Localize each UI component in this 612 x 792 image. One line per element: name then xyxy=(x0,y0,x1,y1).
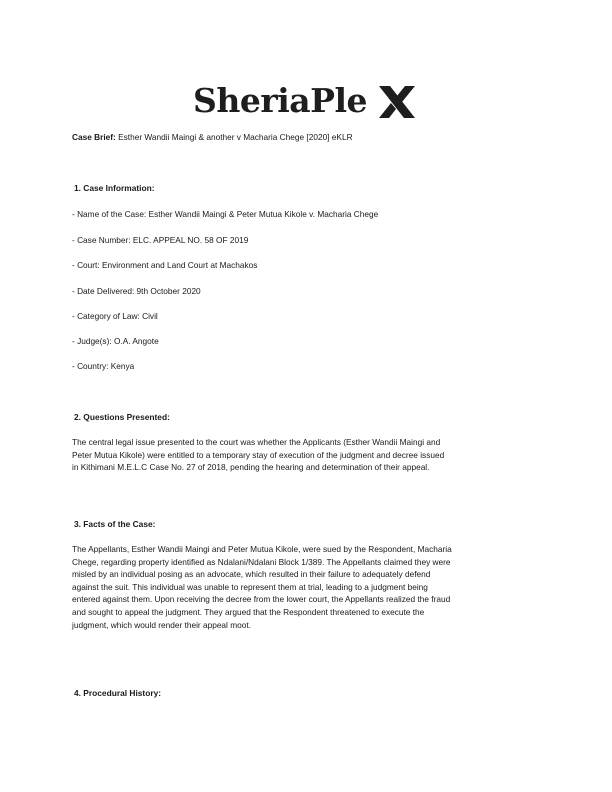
logo-text: SheriaPle xyxy=(193,81,367,120)
case-info-name: - Name of the Case: Esther Wandii Maingi & Peter Mutua Kikole v. Macharia Chege xyxy=(72,209,379,219)
case-info-category: - Category of Law: Civil xyxy=(72,311,158,321)
sheriaplex-logo xyxy=(193,78,423,124)
paragraph-line: The Appellants, Esther Wandii Maingi and Peter Mutua Kikole, were sued by the Respondent, Macharia xyxy=(72,544,452,554)
case-info-country: - Country: Kenya xyxy=(72,361,135,371)
paragraph-line: and sought to appeal the judgment. They argued that the Respondent threatened to execute the xyxy=(72,606,425,617)
case-info-date: - Date Delivered: 9th October 2020 xyxy=(72,286,201,296)
case-info-number: - Case Number: ELC. APPEAL NO. 58 OF 2019 xyxy=(72,235,249,245)
case-brief-line xyxy=(72,131,353,143)
case-brief-label: Case Brief: xyxy=(72,132,116,142)
paragraph-line: Chege, regarding property identified as Ndalani/Ndalani Block 1/389. The Appellants claimed they were xyxy=(72,556,451,567)
paragraph-line: Peter Mutua Kikole) were entitled to a temporary stay of execution of the judgment and decree issued xyxy=(72,449,445,460)
case-brief-title: Esther Wandii Maingi & another v Macharia Chege [2020] eKLR xyxy=(118,132,353,142)
paragraph-line: The central legal issue presented to the court was whether the Applicants (Esther Wandii Maingi and xyxy=(72,437,441,447)
case-info-judges: - Judge(s): O.A. Angote xyxy=(72,336,159,346)
paragraph-line: against the suit. This individual was unable to represent them at trial, leading to a judgment being xyxy=(72,581,428,592)
logo-x-mark xyxy=(377,84,417,120)
paragraph-line: judgment, which would render their appeal moot. xyxy=(72,619,251,630)
facts-paragraph xyxy=(72,543,542,631)
section-heading-case-information: 1. Case Information: xyxy=(74,183,155,193)
paragraph-line: entered against them. Upon receiving the decree from the lower court, the Appellants realized the fraud xyxy=(72,594,451,605)
paragraph-line: misled by an individual posing as an advocate, which resulted in their failure to adequately defend xyxy=(72,569,431,580)
section-heading-procedural-history: 4. Procedural History: xyxy=(74,688,162,698)
section-heading-facts: 3. Facts of the Case: xyxy=(74,519,156,529)
questions-presented-paragraph xyxy=(72,436,542,474)
section-heading-questions-presented: 2. Questions Presented: xyxy=(74,412,170,422)
paragraph-line: in Kithimani M.E.L.C Case No. 27 of 2018, pending the hearing and determination of their appeal. xyxy=(72,462,430,473)
case-info-court: - Court: Environment and Land Court at Machakos xyxy=(72,260,258,270)
